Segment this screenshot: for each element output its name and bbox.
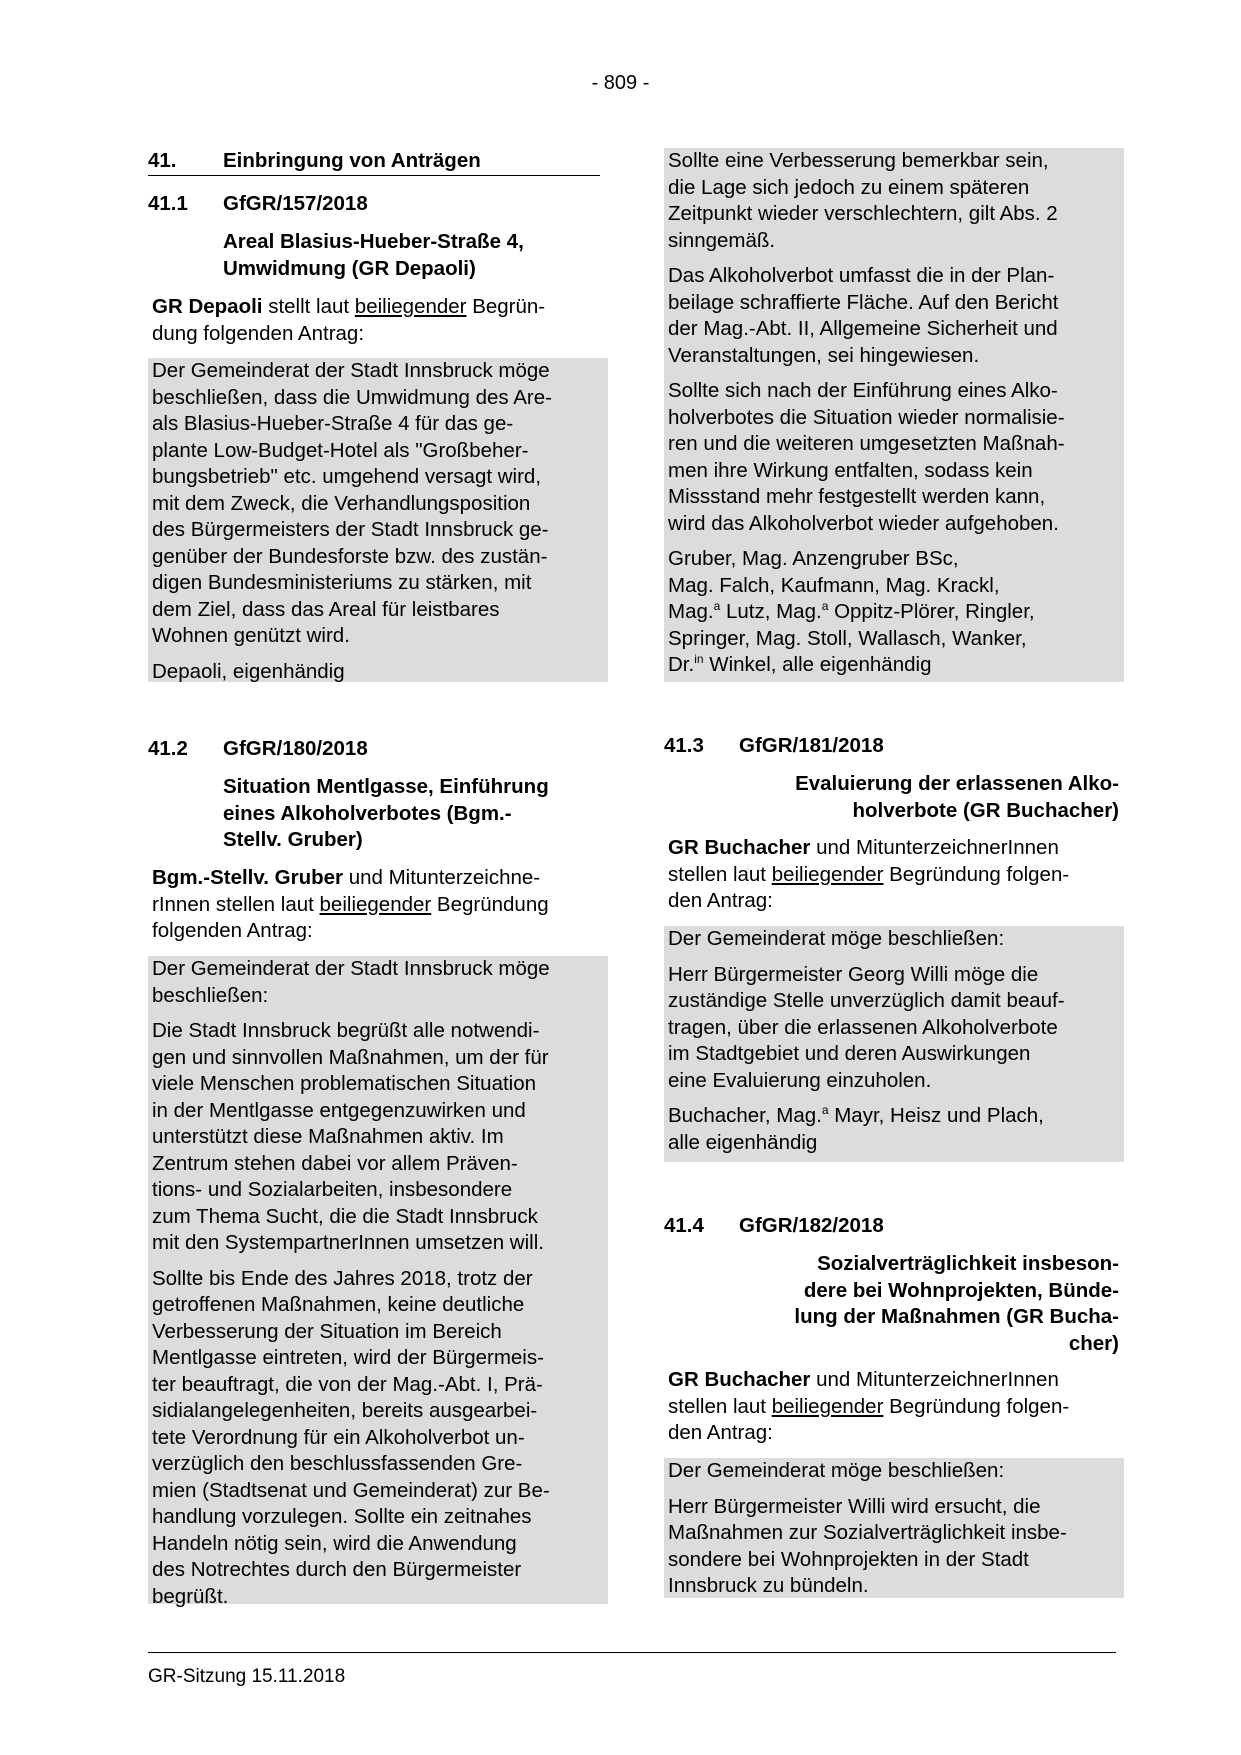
attachment-link[interactable]: beiliegender (771, 862, 884, 886)
item-intro: GR Buchacher und MitunterzeichnerInnen stellen laut beiliegender Begründung folgen- den Antrag: (668, 836, 1070, 912)
item-number: 41.4 (664, 1214, 704, 1237)
item-intro: Bgm.-Stellv. Gruber und Mitunterzeichne- rInnen stellen laut beiliegender Begründung folgenden Antrag: (152, 866, 549, 942)
item-intro: GR Depaoli stellt laut beiliegender Begrün- dung folgenden Antrag: (152, 295, 546, 345)
item-reference: GfGR/181/2018 (739, 734, 884, 757)
footer-divider (148, 1652, 1116, 1653)
item-number: 41.2 (148, 737, 188, 760)
signatures: Buchacher, Mag.$^a$ Mayr, Heisz und Plach, alle eigenhändig (668, 1103, 1044, 1154)
motion-box: Der Gemeinderat möge beschließen: Herr Bürgermeister Georg Willi möge die zuständige Stelle unverzüglich damit beauf- tragen, über die erlassenen Alkoholverbote im Stadtgebiet und deren Auswirkungen eine Evaluierung einzuholen. Buchacher, Mag.$^a$ Mayr, Heisz und Plach, alle eigenhändig (664, 926, 1124, 1162)
motion-continuation-box: Sollte eine Verbesserung bemerkbar sein, die Lage sich jedoch zu einem späteren Zeitpunkt wieder verschlechtern, gilt Abs. 2 sinngemäß. Das Alkoholverbot umfasst die in der Plan- beilage schraffierte Fläche. Auf den Bericht der Mag.-Abt. II, Allgemeine Sicherheit und Veranstaltungen, sei hingewiesen. Sollte sich nach der Einführung eines Alko- holverbotes die Situation wieder normalisie- ren und die weiteren umgesetzten Maßnah- men ihre Wirkung entfalten, sodass kein Missstand mehr festgestellt werden kann, wird das Alkoholverbot wieder aufgehoben. Gruber, Mag. Anzengruber BSc, Mag. Falch, Kaufmann, Mag. Krackl, Mag.$^a$ Lutz, Mag.$^a$ Oppitz-Plörer, Ringler, Springer, Mag. Stoll, Wallasch, Wanker, Dr.$^{in}$ Winkel, alle eigenhändig (664, 148, 1124, 682)
item-title: Sozialverträglichkeit insbeson- dere bei Wohnprojekten, Bünde- lung der Maßnahmen (GR Bucha- cher) (794, 1252, 1119, 1355)
item-reference: GfGR/180/2018 (223, 737, 368, 760)
item-title: Areal Blasius-Hueber-Straße 4, Umwidmung (GR Depaoli) (223, 230, 524, 280)
item-title: Evaluierung der erlassenen Alko- holverbote (GR Buchacher) (795, 772, 1119, 822)
motion-box: Der Gemeinderat der Stadt Innsbruck möge beschließen: Die Stadt Innsbruck begrüßt alle notwendi- gen und sinnvollen Maßnahmen, um der für viele Menschen problematischen Situation in der Mentlgasse entgegenzuwirken und unterstützt diese Maßnahmen aktiv. Im Zentrum stehen dabei vor allem Präven- tions- und Sozialarbeiten, insbesondere zum Thema Sucht, die die Stadt Innsbruck mit den SystempartnerInnen umsetzen will. Sollte bis Ende des Jahres 2018, trotz der getroffenen Maßnahmen, keine deutliche Verbesserung der Situation im Bereich Mentlgasse eintreten, wird der Bürgermeis- ter beauftragt, die von der Mag.-Abt. I, Prä- sidialangelegenheiten, bereits ausgearbei- tete Verordnung für ein Alkoholverbot un- verzüglich den beschlussfassenden Gre- mien (Stadtsenat und Gemeinderat) zur Be- handlung vorzulegen. Sollte ein zeitnahes Handeln nötig sein, wird die Anwendung des Notrechtes durch den Bürgermeister begrüßt. (148, 956, 608, 1604)
page-number: - 809 - (591, 72, 650, 94)
section-divider (148, 175, 600, 176)
signature: Depaoli, eigenhändig (152, 659, 345, 683)
item-title: Situation Mentlgasse, Einführung eines Alkoholverbotes (Bgm.- Stellv. Gruber) (223, 775, 549, 851)
section-title: Einbringung von Anträgen (223, 149, 481, 172)
motion-box: Der Gemeinderat der Stadt Innsbruck möge beschließen, dass die Umwidmung des Are- als Blasius-Hueber-Straße 4 für das ge- plante Low-Budget-Hotel als "Großbeher- bungsbetrieb" etc. umgehend versagt wird, mit dem Zweck, die Verhandlungsposition des Bürgermeisters der Stadt Innsbruck ge- genüber der Bundesforste bzw. des zustän- digen Bundesministeriums zu stärken, mit dem Ziel, dass das Areal für leistbares Wohnen genützt wird. Depaoli, eigenhändig (148, 358, 608, 682)
item-number: 41.3 (664, 734, 704, 757)
attachment-link[interactable]: beiliegender (354, 295, 467, 318)
item-number: 41.1 (148, 192, 188, 215)
signatures: Gruber, Mag. Anzengruber BSc, Mag. Falch, Kaufmann, Mag. Krackl, Mag.$^a$ Lutz, Mag.$^a$ Oppitz-Plörer, Ringler, Springer, Mag. Stoll, Wallasch, Wanker, Dr.$^{in}$ Winkel, alle eigenhändig (668, 547, 1035, 676)
section-number: 41. (148, 149, 177, 172)
item-intro: GR Buchacher und MitunterzeichnerInnen stellen laut beiliegender Begründung folgen- den Antrag: (668, 1368, 1070, 1444)
attachment-link[interactable]: beiliegender (771, 1394, 884, 1418)
item-reference: GfGR/157/2018 (223, 192, 368, 215)
attachment-link[interactable]: beiliegender (319, 892, 432, 916)
motion-box: Der Gemeinderat möge beschließen: Herr Bürgermeister Willi wird ersucht, die Maßnahmen zur Sozialverträglichkeit insbe- sondere bei Wohnprojekten in der Stadt Innsbruck zu bündeln. (664, 1458, 1124, 1598)
footer-text: GR-Sitzung 15.11.2018 (148, 1666, 346, 1687)
item-reference: GfGR/182/2018 (739, 1214, 884, 1237)
